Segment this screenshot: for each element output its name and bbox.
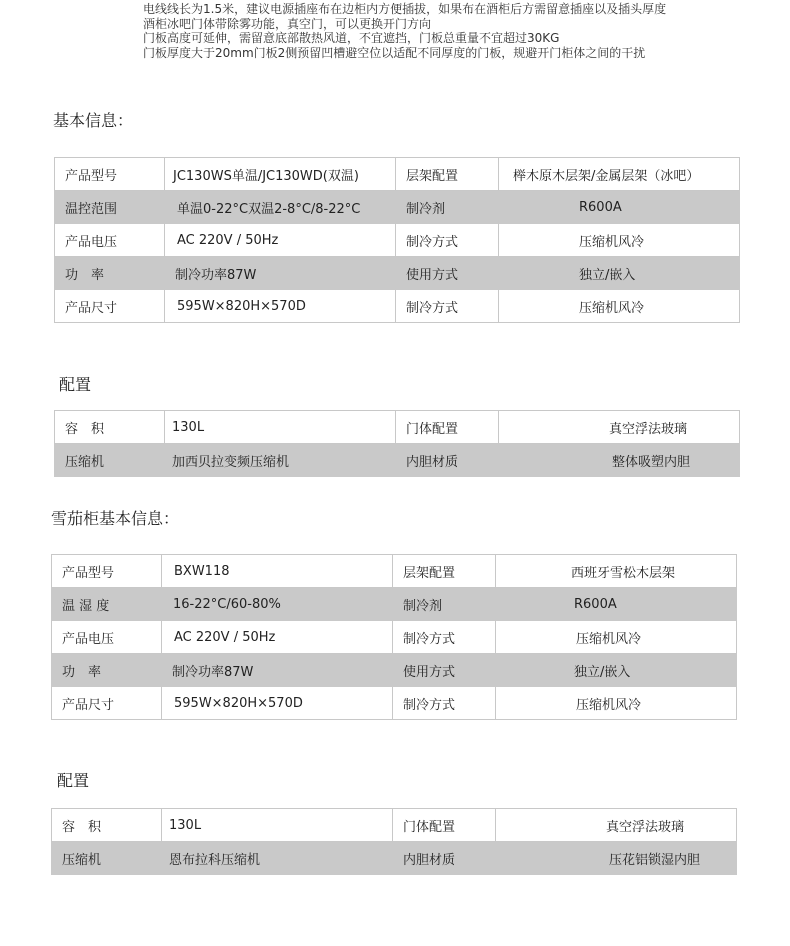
section-heading-wine-basic: 基本信息：	[53, 111, 134, 130]
table-row	[52, 809, 737, 842]
spec-value: R600A	[499, 191, 740, 224]
spec-key: 使用方式	[393, 654, 496, 687]
spec-value: 真空浮法玻璃	[499, 411, 740, 444]
table-row	[52, 555, 737, 588]
spec-key: 产品尺寸	[52, 687, 162, 720]
note-line: 酒柜冰吧门体带除雾功能，真空门，可以更换开门方向	[143, 16, 432, 31]
spec-value: 压缩机风冷	[499, 290, 740, 323]
spec-value: 压缩机风冷	[496, 687, 737, 720]
table-row	[52, 621, 737, 654]
spec-key: 门体配置	[393, 809, 496, 842]
spec-key: 温控范围	[55, 191, 165, 224]
spec-value: 130L	[165, 411, 396, 444]
spec-value: AC 220V / 50Hz	[165, 224, 396, 257]
spec-key: 门体配置	[396, 411, 499, 444]
section-heading-cigar-basic: 雪茄柜基本信息：	[51, 509, 180, 528]
spec-key: 制冷方式	[393, 621, 496, 654]
spec-key: 使用方式	[396, 257, 499, 290]
spec-value: 独立/嵌入	[499, 257, 740, 290]
spec-value: 加西贝拉变频压缩机	[165, 444, 396, 477]
spec-value: 595W×820H×570D	[162, 687, 393, 720]
spec-value: 压缩机风冷	[499, 224, 740, 257]
installation-notes	[143, 2, 666, 60]
note-line: 门板厚度大于20mm门板2侧预留凹槽避空位以适配不同厚度的门板，规避开门柜体之间的干扰	[143, 45, 646, 60]
spec-key: 产品电压	[52, 621, 162, 654]
spec-key: 温 湿 度	[52, 588, 162, 621]
spec-value: 130L	[162, 809, 393, 842]
spec-table-wine-config	[54, 410, 740, 477]
spec-value: AC 220V / 50Hz	[162, 621, 393, 654]
spec-key: 产品电压	[55, 224, 165, 257]
spec-table-wine-basic	[54, 157, 740, 323]
spec-key: 制冷方式	[396, 224, 499, 257]
spec-table-cigar-config	[51, 808, 737, 875]
spec-value: 压缩机风冷	[496, 621, 737, 654]
table-row	[52, 687, 737, 720]
spec-value: R600A	[496, 588, 737, 621]
spec-key: 功 率	[55, 257, 165, 290]
table-row	[55, 224, 740, 257]
spec-key: 制冷方式	[396, 290, 499, 323]
spec-key: 内胆材质	[396, 444, 499, 477]
spec-value: 独立/嵌入	[496, 654, 737, 687]
spec-value: 单温0-22°C双温2-8°C/8-22°C	[165, 191, 396, 224]
table-row	[55, 411, 740, 444]
spec-value: 榉木原木层架/金属层架（冰吧）	[499, 158, 740, 191]
spec-key: 容 积	[52, 809, 162, 842]
spec-value: 整体吸塑内胆	[499, 444, 740, 477]
spec-table-cigar-basic	[51, 554, 737, 720]
table-row	[55, 158, 740, 191]
spec-key: 产品型号	[52, 555, 162, 588]
note-line: 门板高度可延伸，需留意底部散热风道，不宜遮挡，门板总重量不宜超过30KG	[143, 31, 560, 45]
spec-key: 产品尺寸	[55, 290, 165, 323]
spec-value: 真空浮法玻璃	[496, 809, 737, 842]
table-row	[52, 654, 737, 687]
spec-key: 内胆材质	[393, 842, 496, 875]
spec-value: BXW118	[162, 555, 393, 588]
table-row	[55, 290, 740, 323]
note-line: 电线线长为1.5米，建议电源插座布在边柜内方便插拔，如果布在酒柜后方需留意插座以及插头厚度	[143, 2, 667, 16]
spec-value: JC130WS单温/JC130WD(双温)	[165, 158, 396, 191]
spec-key: 制冷方式	[393, 687, 496, 720]
table-row	[55, 191, 740, 224]
spec-value: 西班牙雪松木层架	[496, 555, 737, 588]
spec-key: 制冷剂	[393, 588, 496, 621]
table-row	[55, 257, 740, 290]
spec-key: 产品型号	[55, 158, 165, 191]
spec-value: 595W×820H×570D	[165, 290, 396, 323]
spec-value: 制冷功率87W	[165, 257, 396, 290]
section-heading-wine-config: 配置	[59, 375, 92, 394]
spec-value: 制冷功率87W	[162, 654, 393, 687]
table-row	[55, 444, 740, 477]
spec-key: 容 积	[55, 411, 165, 444]
spec-key: 制冷剂	[396, 191, 499, 224]
spec-value: 压花铝锁湿内胆	[496, 842, 737, 875]
spec-key: 层架配置	[393, 555, 496, 588]
spec-value: 16-22°C/60-80%	[162, 588, 393, 621]
spec-key: 压缩机	[55, 444, 165, 477]
table-row	[52, 842, 737, 875]
spec-key: 层架配置	[396, 158, 499, 191]
section-heading-cigar-config: 配置	[57, 771, 90, 790]
table-row	[52, 588, 737, 621]
spec-value: 恩布拉科压缩机	[162, 842, 393, 875]
spec-key: 压缩机	[52, 842, 162, 875]
spec-key: 功 率	[52, 654, 162, 687]
